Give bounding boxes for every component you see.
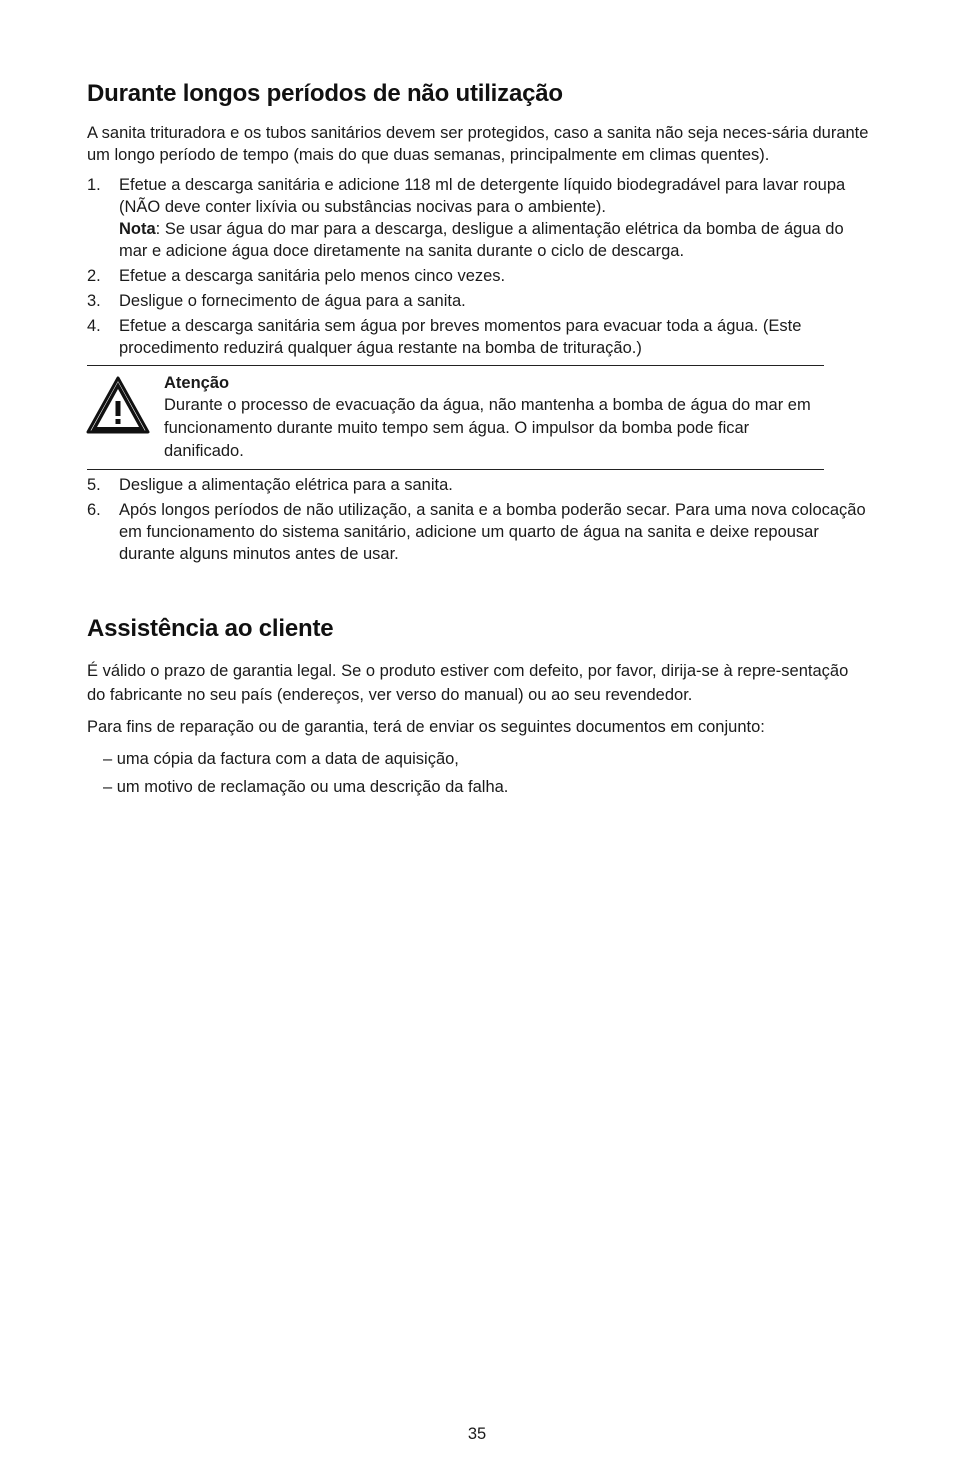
list-item xyxy=(87,315,869,359)
step-text: Efetue a descarga sanitária sem água por breves momentos para evacuar toda a água. (Este procedimento reduzirá qualquer água restante na bomba de trituração.) xyxy=(119,317,802,357)
list-item: – uma cópia da factura com a data de aquisição, xyxy=(103,750,459,768)
list-item xyxy=(87,290,869,312)
step-text: Após longos períodos de não utilização, a sanita e a bomba poderão secar. Para uma nova colocação em funcionamento do sistema sanitário, adicione um quarto de água na sanita e deixe repousar durante alguns minutos antes de usar. xyxy=(119,501,866,563)
customer-service-section xyxy=(87,615,869,799)
warranty-paragraph: É válido o prazo de garantia legal. Se o produto estiver com defeito, por favor, dirija-se à repre-sentação do fabricante no seu país (endereços, ver verso do manual) ou ao seu revendedor. xyxy=(87,662,849,704)
step-number: 2. xyxy=(87,267,101,285)
intro-paragraph: A sanita trituradora e os tubos sanitários devem ser protegidos, caso a sanita não seja neces-sária durante um longo período de tempo (mais do que duas semanas, principalmente em climas quentes). xyxy=(87,124,869,164)
steps-list-a xyxy=(87,174,869,359)
step-text: Efetue a descarga sanitária e adicione 118 ml de detergente líquido biodegradável para lavar roupa (NÃO deve conter lixívia ou substâncias nocivas para o ambiente). xyxy=(119,176,846,216)
page-content xyxy=(87,80,869,803)
step-number: 5. xyxy=(87,476,101,494)
note-label: Nota xyxy=(119,220,156,238)
steps-list-b xyxy=(87,474,869,565)
note-text: : Se usar água do mar para a descarga, desligue a alimentação elétrica da bomba de água do mar e adicione água doce diretamente na sanita durante o ciclo de descarga. xyxy=(119,220,844,260)
step-number: 3. xyxy=(87,292,101,310)
documents-list xyxy=(87,747,869,799)
warning-title: Atenção xyxy=(164,374,230,392)
step-number: 6. xyxy=(87,501,101,519)
list-item xyxy=(87,499,869,565)
warning-triangle-icon xyxy=(86,376,150,434)
warning-text: Durante o processo de evacuação da água, não mantenha a bomba de água do mar em funcionamento durante muito tempo sem água. O impulsor da bomba pode ficar danificado. xyxy=(164,396,811,460)
section-title-long-periods: Durante longos períodos de não utilização xyxy=(87,80,563,107)
list-item xyxy=(87,174,869,262)
step-text: Desligue o fornecimento de água para a sanita. xyxy=(119,292,466,310)
step-number: 1. xyxy=(87,176,101,194)
list-item xyxy=(87,474,869,496)
section-title-customer-service: Assistência ao cliente xyxy=(87,615,334,642)
list-item: – um motivo de reclamação ou uma descrição da falha. xyxy=(103,778,509,796)
page-number: 35 xyxy=(467,1425,487,1443)
list-item xyxy=(87,265,869,287)
step-number: 4. xyxy=(87,317,101,335)
warning-box xyxy=(87,365,824,470)
step-text: Desligue a alimentação elétrica para a sanita. xyxy=(119,476,453,494)
documents-paragraph: Para fins de reparação ou de garantia, terá de enviar os seguintes documentos em conjunto: xyxy=(87,718,765,736)
step-text: Efetue a descarga sanitária pelo menos cinco vezes. xyxy=(119,267,506,285)
